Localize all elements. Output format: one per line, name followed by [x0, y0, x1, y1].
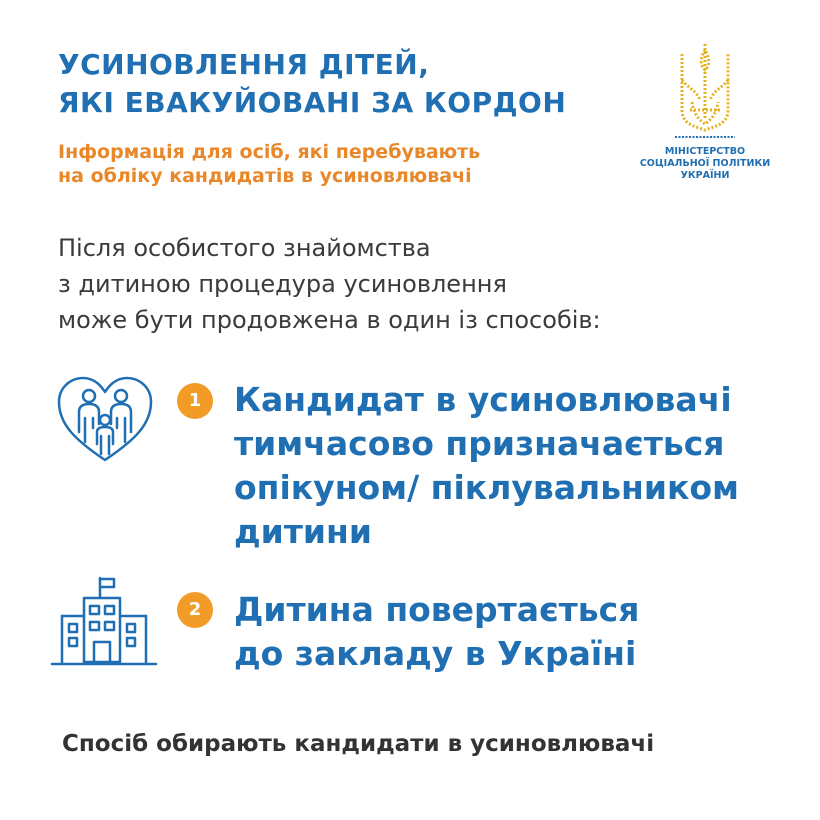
ministry-line-1: МІНІСТЕРСТВО [664, 146, 746, 157]
option-1-line-2: тимчасово призначається [234, 424, 725, 463]
option-1-line-4: дитини [234, 512, 372, 551]
option-1-line-3: опікуном/ піклувальником [234, 468, 740, 507]
option-1-text [234, 378, 739, 554]
intro-line-1: Після особистого знайомства [58, 234, 431, 262]
option-2-number-badge: 2 [177, 592, 213, 628]
option-1-number-badge: 1 [177, 383, 213, 419]
option-1-line-1: Кандидат в усиновлювачі [234, 380, 732, 419]
title-line-1: УСИНОВЛЕННЯ ДІТЕЙ, [58, 48, 430, 81]
ministry-line-3: УКРАЇНИ [680, 170, 730, 181]
page-title [58, 46, 566, 122]
option-2-line-2: до закладу в Україні [234, 634, 637, 673]
ministry-line-2: СОЦІАЛЬНОЇ ПОЛІТИКИ [639, 158, 771, 169]
subtitle-line-2: на обліку кандидатів в усиновлювачі [58, 165, 472, 187]
intro-paragraph [58, 230, 601, 338]
option-2-line-1: Дитина повертається [234, 590, 640, 629]
option-2-text [234, 588, 639, 676]
footer-note: Спосіб обирають кандидати в усиновлювачі [62, 731, 655, 757]
intro-line-2: з дитиною процедура усиновлення [58, 270, 507, 298]
page-subtitle [58, 140, 480, 188]
family-heart-icon [55, 374, 155, 464]
institution-building-icon [50, 576, 158, 668]
intro-line-3: може бути продовжена в один із способів: [58, 306, 601, 334]
title-line-2: ЯКІ ЕВАКУЙОВАНІ ЗА КОРДОН [58, 86, 567, 119]
ministry-name [630, 146, 780, 182]
subtitle-line-1: Інформація для осіб, які перебувають [58, 141, 481, 163]
ministry-logo [630, 40, 780, 210]
trident-emblem-icon [670, 40, 740, 140]
